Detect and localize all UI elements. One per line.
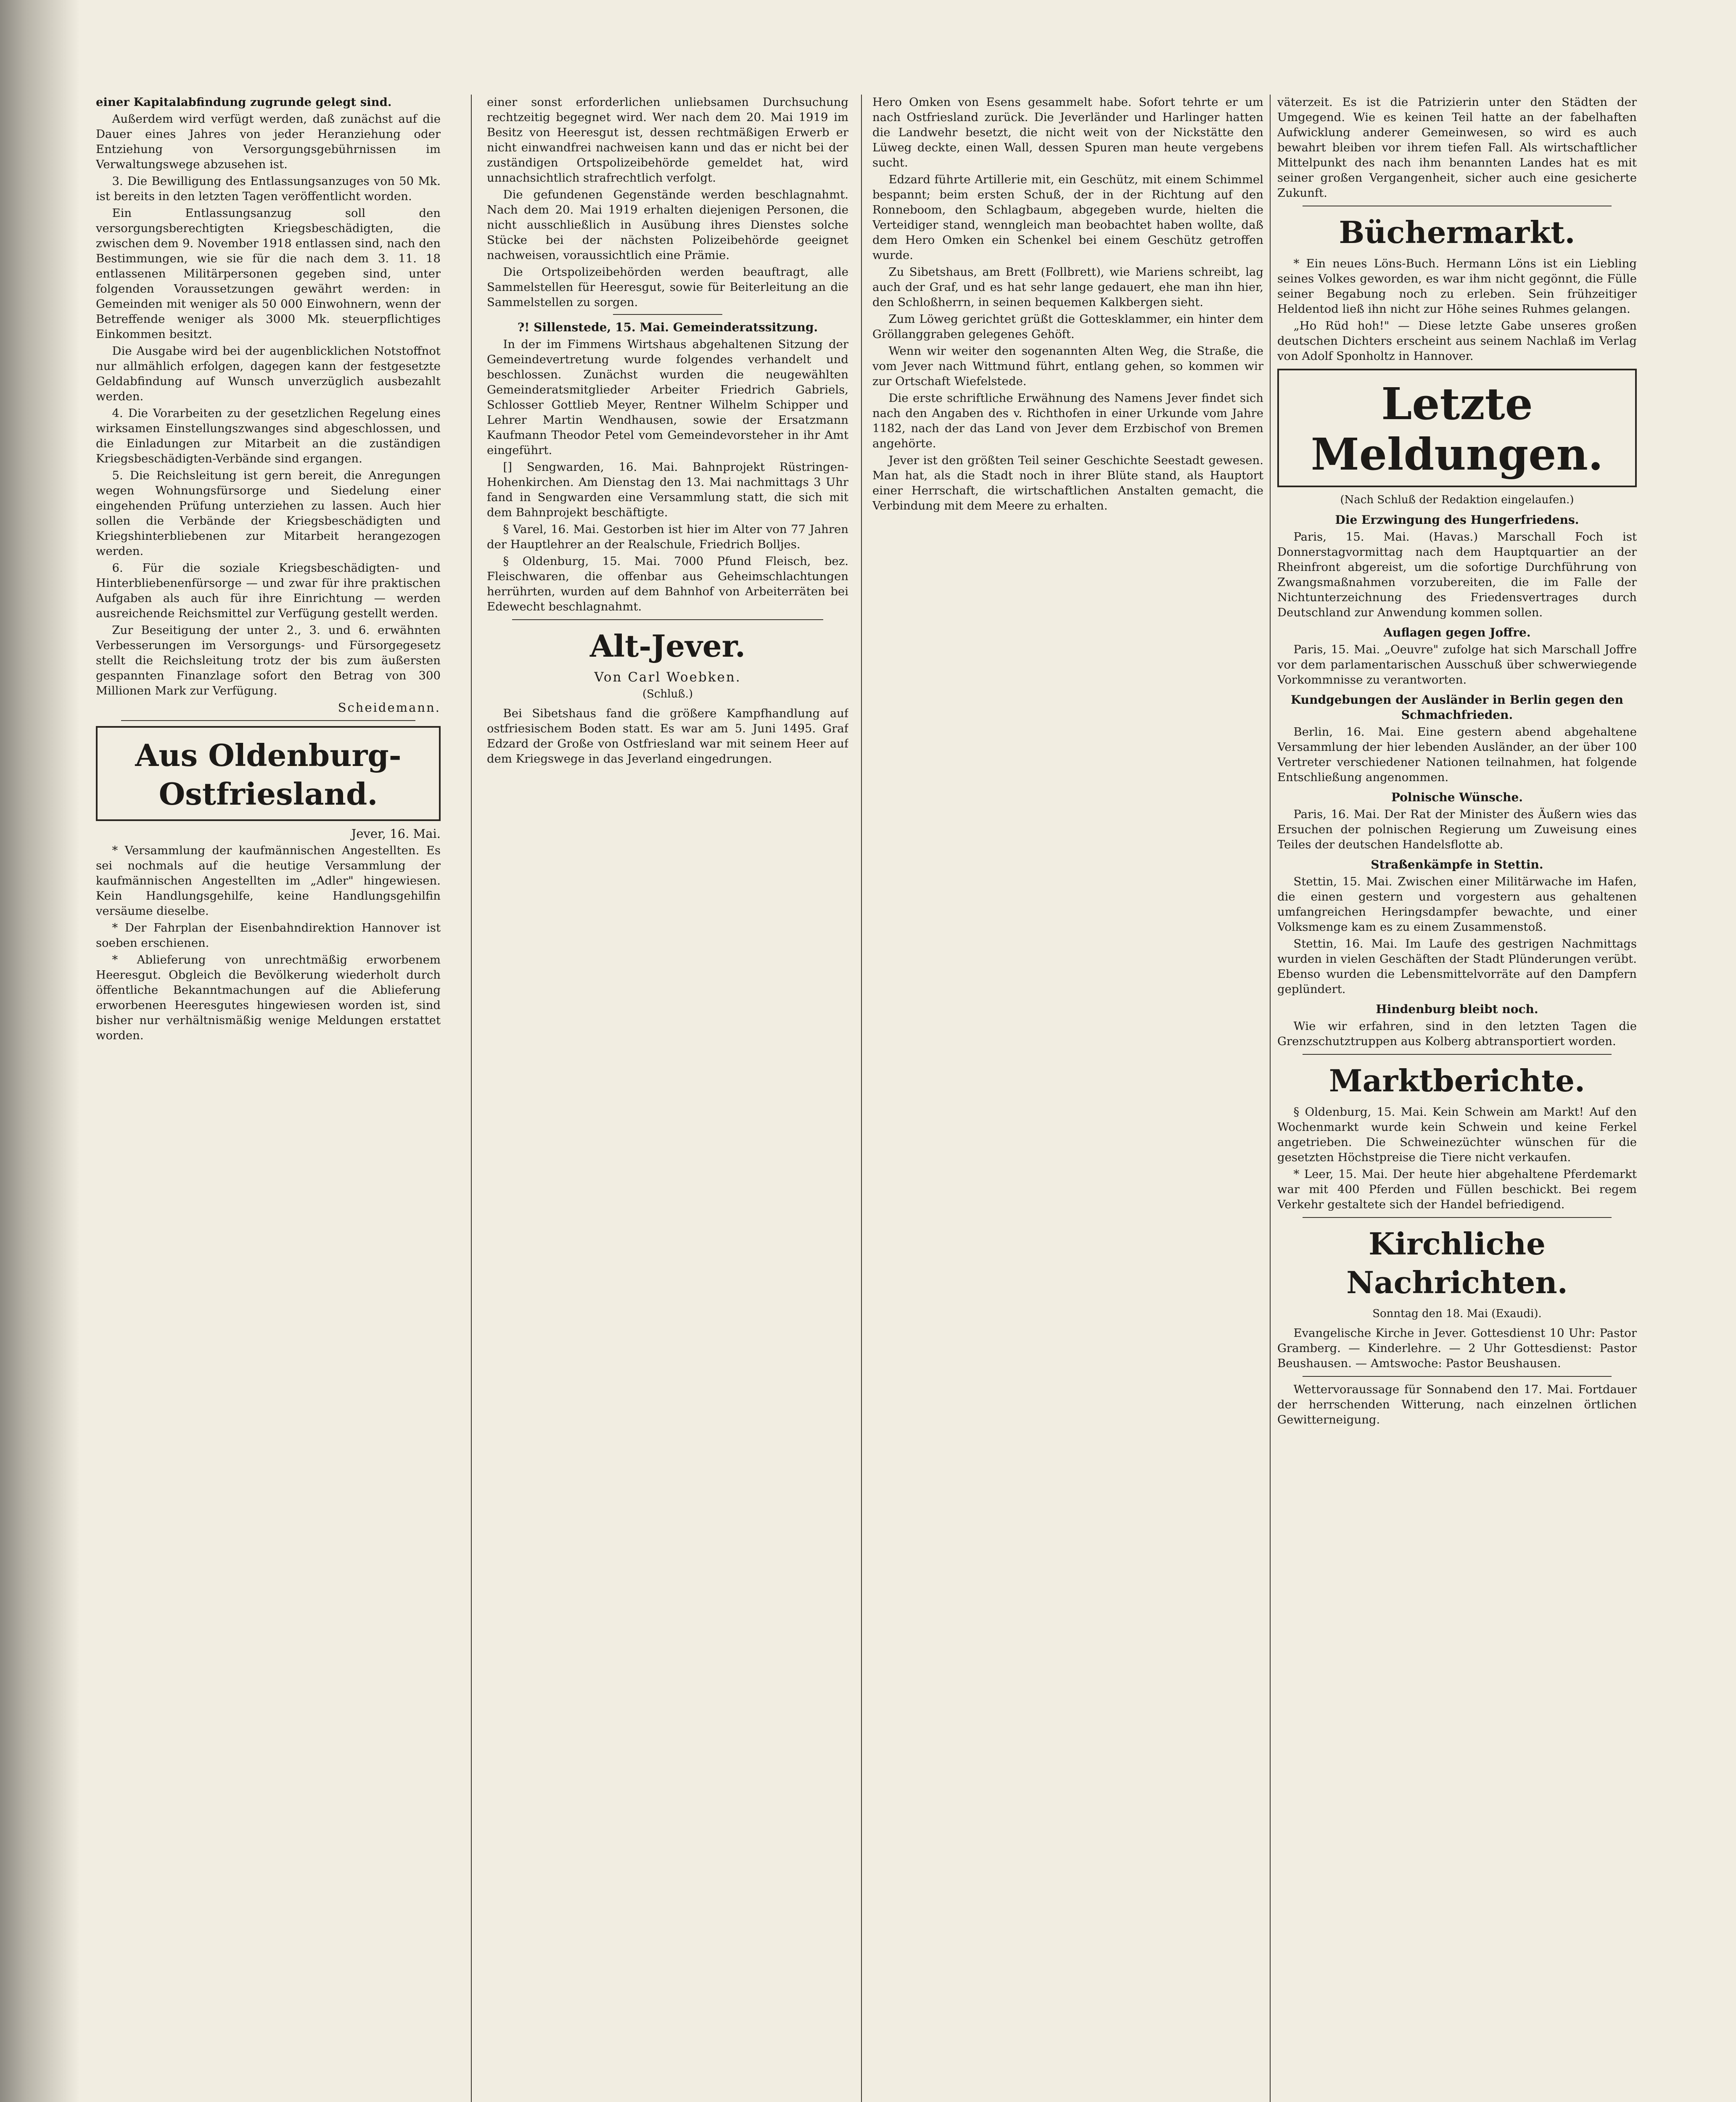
dateline: Jever, 16. Mai.	[351, 827, 441, 841]
news-item: Paris, 15. Mai. (Havas.) Marschall Foch ist Donnerstagvormittag nach dem Hauptquartier an der Rheinfront abgereist, um die sofortige Durchführung von Zwangsmaßnahmen vorzubereiten, die im Falle der Nichtunterzeichnung des Friedensvertrages durch Deutschland zur Anwendung kommen sollen.	[1277, 530, 1637, 619]
dateline: ?! Sillenstede, 15. Mai. Gemeinderatssitzung.	[517, 320, 818, 334]
news-heading: Kundgebungen der Ausländer in Berlin gegen den Schmachfrieden.	[1291, 693, 1623, 722]
news-heading: Auflagen gegen Joffre.	[1383, 626, 1531, 639]
column-2	[487, 95, 848, 2102]
paragraph: § Oldenburg, 15. Mai. 7000 Pfund Fleisch, bez. Fleischwaren, die offenbar aus Geheimschlachtungen herrührten, wurden auf dem Bahnhof von Arbeiterräten bei Edewecht beschlagnahmt.	[487, 555, 848, 613]
section-title: Aus Oldenburg-Ostfriesland.	[135, 737, 402, 812]
paragraph: Die erste schriftliche Erwähnung des Namens Jever findet sich nach den Angaben des v. Richthofen in einer Urkunde vom Jahre 1182, nach der das Land von Jever dem Erzbischof von Bremen angehörte.	[872, 391, 1263, 450]
news-item: Stettin, 16. Mai. Im Laufe des gestrigen Nachmittags wurden in vielen Geschäften der Stadt Plünderungen verübt. Ebenso wurden die Lebensmittelvorräte auf den Dampfern geplündert.	[1277, 937, 1637, 996]
section-box	[96, 726, 441, 821]
subtitle: (Schluß.)	[642, 688, 693, 700]
paragraph: 6. Für die soziale Kriegsbeschädigten- und Hinterbliebenenfürsorge — und zwar für ihre praktischen Aufgaben als auch für ihre Einrichtung — werden ausreichende Reichsmittel zur Verfügung gestellt werden.	[96, 561, 441, 620]
paragraph: * Leer, 15. Mai. Der heute hier abgehaltene Pferdemarkt war mit 400 Pferden und Füllen beschickt. Bei regem Verkehr gestaltete sich der Handel befriedigend.	[1277, 1167, 1637, 1211]
paragraph: § Varel, 16. Mai. Gestorben ist hier im Alter von 77 Jahren der Hauptlehrer an der Realschule, Friedrich Bolljes.	[487, 523, 848, 551]
paragraph: Zu Sibetshaus, am Brett (Follbrett), wie Mariens schreibt, lag auch der Graf, und es hat sehr lange gedauert, ehe man ihn hier, den Schloßherrn, in seinen bequemen Kalkbergen sieht.	[872, 265, 1263, 309]
paragraph: Zur Beseitigung der unter 2., 3. und 6. erwähnten Verbesserungen im Versorgungs- und Fürsorgegesetz stellt die Reichsleitung trotz der bis zum äußersten gespannten Finanzlage sofort den Betrag von 300 Millionen Mark zur Verfügung.	[96, 623, 441, 697]
author: Von Carl Woebken.	[594, 670, 741, 685]
section-title: Kirchliche Nachrichten.	[1346, 1226, 1568, 1300]
paragraph: Evangelische Kirche in Jever. Gottesdienst 10 Uhr: Pastor Gramberg. — Kinderlehre. — 2 Uhr Gottesdienst: Pastor Beushausen. — Amtswoche: Pastor Beushausen.	[1277, 1326, 1637, 1370]
divider	[1303, 1054, 1612, 1055]
paragraph: Edzard führte Artillerie mit, ein Geschütz, mit einem Schimmel bespannt; beim ersten Schuß, der in der Richtung auf den Ronneboom, den Schlagbaum, abgegeben wurde, hielten die Verteidiger stand, wenngleich man beobachtet haben wollte, daß dem Hero Omken ein Schenkel bei einem Geschütz getroffen wurde.	[872, 173, 1263, 262]
paragraph: Ein Entlassungsanzug soll den versorgungsberechtigten Kriegsbeschädigten, die zwischen dem 9. November 1918 entlassen sind, nach den Bestimmungen, wie sie für die nach dem 3. 11. 18 entlassenen Militärpersonen gegeben sind, unter folgenden Voraussetzungen gewährt werden: in Gemeinden mit weniger als 50 000 Einwohnern, wenn der Betreffende weniger als 3000 Mk. steuerpflichtiges Einkommen besitzt.	[96, 206, 441, 341]
paragraph: Die gefundenen Gegenstände werden beschlagnahmt. Nach dem 20. Mai 1919 erhalten diejenigen Personen, die nicht ausschließlich in Ausübung ihres Dienstes solche Stücke bei der nächsten Polizeibehörde geeignet nachweisen, voraussichtlich eine Prämie.	[487, 188, 848, 262]
news-heading: Hindenburg bleibt noch.	[1376, 1002, 1538, 1016]
column-4	[1277, 95, 1637, 2102]
paragraph: Hero Omken von Esens gesammelt habe. Sofort tehrte er um nach Ostfriesland zurück. Die Jeverländer und Harlinger hatten die Landwehr besetzt, die nicht weit von der Nickstätte den Lüweg deckte, einen Wall, dessen Spuren man heute vergebens sucht.	[872, 95, 1263, 169]
weather-forecast: Wettervoraussage für Sonnabend den 17. Mai. Fortdauer der herrschenden Witterung, nach einzelnen örtlichen Gewitterneigung.	[1277, 1383, 1637, 1426]
page-binding-shadow	[0, 0, 80, 2102]
signature: Scheidemann.	[338, 700, 441, 715]
news-item: Stettin, 15. Mai. Zwischen einer Militärwache im Hafen, die einen gestern und vorgestern aus gehaltenen umfangreichen Heringsdampfer bewachte, und einer Volksmenge kam es zu einem Zusammenstoß.	[1277, 875, 1637, 934]
divider	[1303, 1376, 1612, 1377]
column-1	[96, 95, 441, 2102]
editorial-note: (Nach Schluß der Redaktion eingelaufen.)	[1340, 494, 1574, 506]
paragraph: [] Sengwarden, 16. Mai. Bahnprojekt Rüstringen-Hohenkirchen. Am Dienstag den 13. Mai nachmittags 3 Uhr fand in Sengwarden eine Versammlung statt, die sich mit dem Bahnprojekt beschäftigte.	[487, 460, 848, 519]
column-3	[872, 95, 1263, 2102]
section-title: Letzte Meldungen.	[1311, 378, 1604, 480]
divider	[121, 720, 415, 721]
divider	[512, 619, 823, 620]
paragraph: 5. Die Reichsleitung ist gern bereit, die Anregungen wegen Wohnungsfürsorge und Siedelung einer eingehenden Prüfung unterziehen zu lassen. Auch hier sollen die Verbände der Kriegsbeschädigten und Kriegshinterbliebenen zur Mitarbeit herangezogen werden.	[96, 469, 441, 558]
section-title: Marktberichte.	[1329, 1063, 1585, 1099]
news-item: Berlin, 16. Mai. Eine gestern abend abgehaltene Versammlung der hier lebenden Ausländer, an der über 100 Vertreter verschiedener Nationen teilnahmen, hat folgende Entschließung angenommen.	[1277, 725, 1637, 784]
column-rule	[861, 95, 862, 2102]
paragraph: Jever ist den größten Teil seiner Geschichte Seestadt gewesen. Man hat, als die Stadt noch in ihrer Blüte stand, als Hauptort einer Herrschaft, die wirtschaftlichen Anstalten gemacht, die Verbindung mit dem Meere zu erhalten.	[872, 454, 1263, 512]
paragraph: Wenn wir weiter den sogenannten Alten Weg, die Straße, die vom Jever nach Wittmund führt, entlang gehen, so kommen wir zur Ortschaft Wiefelstede.	[872, 344, 1263, 388]
paragraph: einer sonst erforderlichen unliebsamen Durchsuchung rechtzeitig begegnet wird. Wer nach dem 20. Mai 1919 im Besitz von Heeresgut ist, dessen rechtmäßigen Erwerb er nicht einwandfrei nachweisen kann und das er nicht bei der zuständigen Ortspolizeibehörde gemeldet hat, wird unnachsichtlich strafrechtlich verfolgt.	[487, 95, 848, 185]
paragraph: 4. Die Vorarbeiten zu der gesetzlichen Regelung eines wirksamen Einstellungszwanges sind abgeschlossen, und die Einladungen zur Mitarbeit an die zuständigen Kriegsbeschädigten-Verbände sind ergangen.	[96, 407, 441, 465]
paragraph: 3. Die Bewilligung des Entlassungsanzuges von 50 Mk. ist bereits in den letzten Tagen veröffentlicht worden.	[96, 174, 441, 203]
paragraph: väterzeit. Es ist die Patrizierin unter den Städten der Umgegend. Wie es keinen Teil hatte an der fabelhaften Aufwicklung anderer Gemeinwesen, so wird es auch bewahrt bleiben vor ihrem tiefen Fall. Als wirtschaftlicher Mittelpunkt des nach ihm benannten Landes hat es mit seiner großen Vergangenheit, sicher auch eine gesicherte Zukunft.	[1277, 95, 1637, 200]
paragraph: einer Kapitalabfindung zugrunde gelegt sind.	[96, 95, 392, 109]
paragraph: Zum Löweg gerichtet grüßt die Gottesklammer, ein hinter dem Gröllanggraben gelegenes Gehöft.	[872, 312, 1263, 341]
news-item: Paris, 15. Mai. „Oeuvre" zufolge hat sich Marschall Joffre vor dem parlamentarischen Ausschuß über schwerwiegende Vorkommnisse zu verantworten.	[1277, 643, 1637, 687]
section-title: Alt-Jever.	[589, 628, 746, 664]
paragraph: In der im Fimmens Wirtshaus abgehaltenen Sitzung der Gemeindevertretung wurde folgendes verhandelt und beschlossen. Zunächst wurden die neugewählten Gemeinderatsmitglieder Arbeiter Friedrich Gabriels, Schlosser Gottlieb Meyer, Rentner Wilhelm Schipper und Lehrer Martin Wendhausen, sowie der Ersatzmann Kaufmann Theodor Petel vom Gemeindevorsteher in ihr Amt eingeführt.	[487, 338, 848, 457]
paragraph: * Der Fahrplan der Eisenbahndirektion Hannover ist soeben erschienen.	[96, 921, 441, 950]
paragraph: * Versammlung der kaufmännischen Angestellten. Es sei nochmals auf die heutige Versammlung der kaufmännischen Angestellten im „Adler" hingewiesen. Kein Handlungsgehilfe, keine Handlungsgehilfin versäume dieselbe.	[96, 844, 441, 918]
paragraph: Außerdem wird verfügt werden, daß zunächst auf die Dauer eines Jahres von jeder Heranziehung oder Entziehung von Versorgungsgebührnissen im Verwaltungswege abzusehen ist.	[96, 112, 441, 171]
news-heading: Polnische Wünsche.	[1391, 790, 1523, 804]
news-heading: Die Erzwingung des Hungerfriedens.	[1335, 513, 1579, 527]
divider	[613, 314, 722, 315]
paragraph: Die Ortspolizeibehörden werden beauftragt, alle Sammelstellen für Heeresgut, sowie für Beiterleitung an die Sammelstellen zu sorgen.	[487, 265, 848, 309]
paragraph: * Ein neues Löns-Buch. Hermann Löns ist ein Liebling seines Volkes geworden, es war ihm nicht gegönnt, die Fülle seiner Begabung noch zu erleben. Sein frühzeitiger Heldentod ließ ihn nicht zur Höhe seines Ruhmes gelangen.	[1277, 257, 1637, 316]
paragraph: § Oldenburg, 15. Mai. Kein Schwein am Markt! Auf den Wochenmarkt wurde kein Schwein und keine Ferkel angetrieben. Die Schweinezüchter wünschen für die gesetzten Höchstpreise die Tiere nicht verkaufen.	[1277, 1105, 1637, 1164]
news-item: Paris, 16. Mai. Der Rat der Minister des Äußern wies das Ersuchen der polnischen Regierung um Zuweisung eines Teiles der deutschen Handelsflotte ab.	[1277, 808, 1637, 851]
section-box	[1277, 369, 1637, 487]
column-rule	[471, 95, 472, 2102]
paragraph: * Ablieferung von unrechtmäßig erworbenem Heeresgut. Obgleich die Bevölkerung wiederholt durch öffentliche Bekanntmachungen auf die Ablieferung erworbenen Heeresgutes hingewiesen worden ist, sind bisher nur verhältnismäßig wenige Meldungen erstattet worden.	[96, 953, 441, 1042]
news-heading: Straßenkämpfe in Stettin.	[1371, 858, 1543, 871]
section-title: Büchermarkt.	[1339, 214, 1575, 250]
paragraph: „Ho Rüd hoh!" — Diese letzte Gabe unseres großen deutschen Dichters erscheint aus seinem Nachlaß im Verlag von Adolf Sponholtz in Hannover.	[1277, 319, 1637, 363]
news-item: Wie wir erfahren, sind in den letzten Tagen die Grenzschutztruppen aus Kolberg abtransportiert worden.	[1277, 1019, 1637, 1048]
divider	[1303, 1217, 1612, 1218]
paragraph: Bei Sibetshaus fand die größere Kampfhandlung auf ostfriesischem Boden statt. Es war am 5. Juni 1495. Graf Edzard der Große von Ostfriesland war mit seinem Heer auf dem Kriegswege in das Jeverland eingedrungen.	[487, 707, 848, 766]
church-date: Sonntag den 18. Mai (Exaudi).	[1372, 1307, 1542, 1320]
paragraph: Die Ausgabe wird bei der augenblicklichen Notstoffnot nur allmählich erfolgen, dagegen kann der festgesetzte Geldabfindung auf Wunsch unverzüglich ausbezahlt werden.	[96, 344, 441, 403]
column-rule	[1270, 95, 1271, 2102]
